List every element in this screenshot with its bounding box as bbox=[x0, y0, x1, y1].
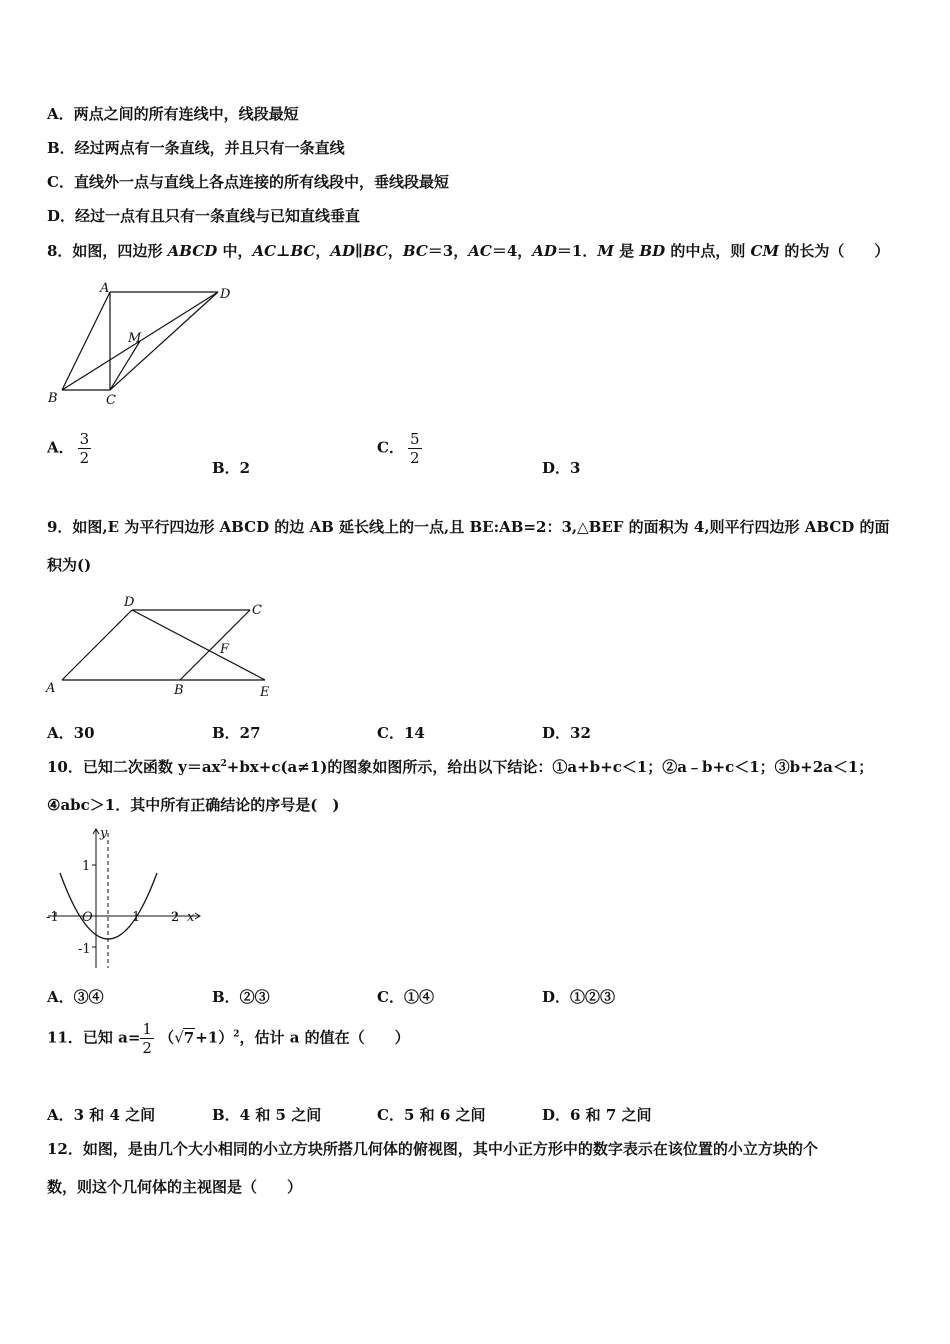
x-tick-1: 1 bbox=[132, 910, 141, 925]
q11-stem: 11．已知 a= $\frac{1}{2}$ $(√7+1)^2$，估计 a 的值在（ ） bbox=[47, 1020, 410, 1057]
label-e: E bbox=[260, 685, 270, 700]
q10-option-a: A．③④ bbox=[47, 988, 104, 1006]
y-tick-1: 1 bbox=[82, 859, 91, 874]
q8-stem: 8．如图，四边形 ABCD 中，AC⊥BC，AD∥BC，BC＝3，AC＝4，AD＝1．M 是 BD 的中点，则 CM 的长为（ ） bbox=[47, 242, 890, 260]
label-a: A bbox=[100, 281, 110, 296]
label-a: A bbox=[46, 681, 56, 696]
q9-option-c: C．14 bbox=[377, 724, 425, 742]
q10-option-b: B．②③ bbox=[212, 988, 270, 1006]
segment-ad bbox=[62, 610, 132, 680]
q7-option-b: B．经过两点有一条直线，并且只有一条直线 bbox=[47, 139, 345, 157]
q10-stem-line1: 10．已知二次函数 $y=ax^2+bx+c(a\ne 1)$的图象如图所示，给出以下结论：①a+b+c＜1；②a﹣b+c＜1；③b+2a＜1； bbox=[47, 758, 874, 776]
label-b: B bbox=[48, 391, 58, 406]
q10-option-d: D．①②③ bbox=[542, 988, 616, 1006]
label-c: C bbox=[106, 393, 116, 408]
label-d: D bbox=[220, 287, 231, 302]
q11-option-c: C．5 和 6 之间 bbox=[377, 1106, 486, 1124]
q9-stem-line2: 积为() bbox=[47, 556, 92, 574]
q10-graph bbox=[40, 823, 210, 973]
segment-de bbox=[132, 610, 265, 680]
segment-cm bbox=[110, 341, 140, 390]
segment-bc bbox=[180, 610, 250, 680]
q11-option-d: D．6 和 7 之间 bbox=[542, 1106, 652, 1124]
x-tick-2: 2 bbox=[171, 910, 180, 925]
q9-option-b: B．27 bbox=[212, 724, 261, 742]
q10-stem-line2: ④abc＞1．其中所有正确结论的序号是( ) bbox=[47, 796, 340, 814]
q8-option-b: B．2 bbox=[212, 459, 251, 477]
q8-figure bbox=[40, 280, 250, 410]
q11-option-a: A．3 和 4 之间 bbox=[47, 1106, 156, 1124]
q12-stem-line2: 数，则这个几何体的主视图是（ ） bbox=[47, 1178, 303, 1196]
label-f: F bbox=[220, 642, 230, 657]
y-axis-label: y bbox=[100, 826, 108, 841]
origin-label: O bbox=[82, 910, 93, 925]
segment-cd bbox=[110, 292, 218, 390]
q7-option-a: A．两点之间的所有连线中，线段最短 bbox=[47, 105, 299, 123]
q11-option-b: B．4 和 5 之间 bbox=[212, 1106, 322, 1124]
y-tick-neg1: -1 bbox=[78, 942, 91, 957]
x-tick-neg1: -1 bbox=[46, 910, 59, 925]
label-m: M bbox=[128, 331, 142, 346]
q10-option-c: C．①④ bbox=[377, 988, 434, 1006]
q8-option-c: C． $\frac{5}{2}$ bbox=[377, 430, 420, 467]
q7-option-c: C．直线外一点与直线上各点连接的所有线段中，垂线段最短 bbox=[47, 173, 449, 191]
label-d: D bbox=[124, 595, 135, 610]
q9-option-a: A．30 bbox=[47, 724, 95, 742]
x-axis-label: x bbox=[187, 910, 195, 925]
q9-option-d: D．32 bbox=[542, 724, 591, 742]
q8-option-d: D．3 bbox=[542, 459, 581, 477]
q8-option-a: A． $\frac{3}{2}$ bbox=[47, 430, 90, 467]
q9-stem-line1: 9．如图,E 为平行四边形 ABCD 的边 AB 延长线上的一点,且 BE:AB=2：3,△BEF 的面积为 4,则平行四边形 ABCD 的面 bbox=[47, 518, 890, 536]
q7-option-d: D．经过一点有且只有一条直线与已知直线垂直 bbox=[47, 207, 361, 225]
label-c: C bbox=[252, 603, 262, 618]
q12-stem-line1: 12．如图，是由几个大小相同的小立方块所搭几何体的俯视图，其中小正方形中的数字表示在该位置的小立方块的个 bbox=[47, 1140, 818, 1158]
q9-figure bbox=[40, 590, 290, 705]
label-b: B bbox=[174, 683, 184, 698]
